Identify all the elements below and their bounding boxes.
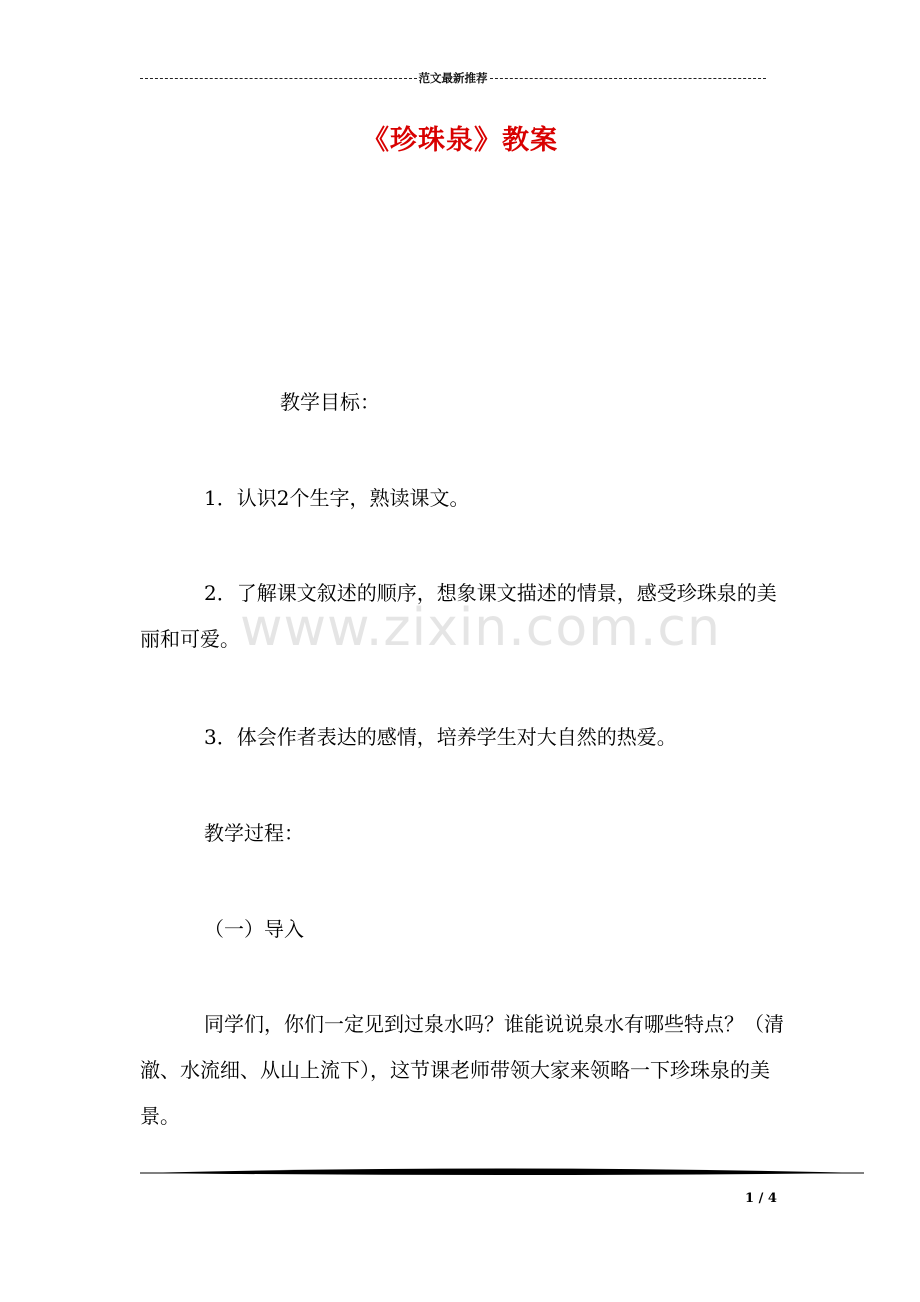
header-dash-left (140, 78, 417, 79)
document-title: 《珍珠泉》教案 (362, 125, 558, 156)
footer-divider (140, 1164, 864, 1180)
paragraph-section-intro: （一）导入 (204, 917, 304, 941)
page-number: 1 / 4 (745, 1191, 777, 1206)
paragraph-objective-3: 3．体会作者表达的感情，培养学生对大自然的热爱。 (204, 725, 677, 749)
header-rule (140, 68, 766, 88)
paragraph-process-heading: 教学过程： (204, 821, 304, 845)
footer-divider-shape (140, 1169, 864, 1176)
paragraph-intro-text: 同学们，你们一定见到过泉水吗？谁能说说泉水有哪些特点？（清澈、水流细、从山上流下），这节课老师带领大家来领略一下珍珠泉的美景。 (140, 1012, 784, 1128)
header-dash-right (490, 78, 767, 79)
paragraph-objective-1: 1．认识2个生字，熟读课文。 (204, 486, 470, 510)
paragraph-objective-2: 2．了解课文叙述的顺序，想象课文描述的情景，感受珍珠泉的美丽和可爱。 (140, 581, 777, 651)
watermark: www.zixin.com.cn (240, 598, 721, 658)
paragraph-objectives-heading: 教学目标： (280, 390, 380, 414)
header-label: 范文最新推荐 (418, 71, 488, 85)
